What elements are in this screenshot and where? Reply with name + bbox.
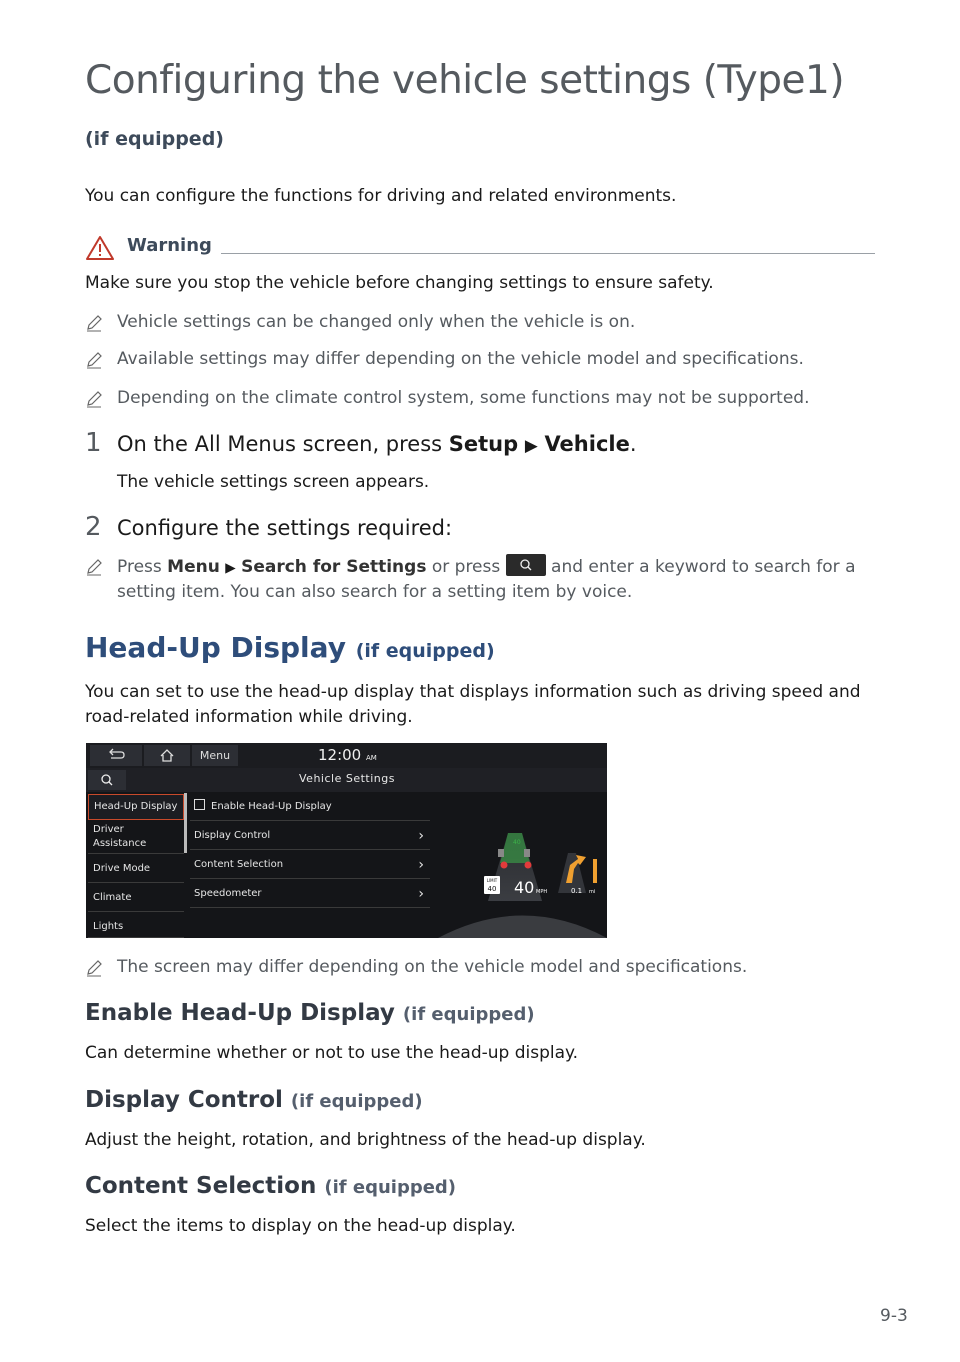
clock [318, 746, 377, 764]
note-text: Vehicle settings can be changed only when the vehicle is on. [117, 312, 636, 332]
step-number: 2 [85, 512, 102, 542]
warning-divider [221, 253, 875, 254]
note-item [85, 556, 875, 606]
content-selection-item[interactable] [190, 851, 430, 879]
screen-header-title: Vehicle Settings [299, 772, 395, 785]
pencil-note-icon [85, 314, 103, 332]
menu-label: Menu [167, 557, 220, 577]
display-control-item[interactable] [190, 822, 430, 850]
blind-spot-icon [501, 862, 508, 869]
section-title [85, 631, 495, 664]
vehicle-settings-screenshot [86, 743, 607, 938]
clock-time: 12:00 [318, 746, 362, 764]
hud-green-badge: 40 [513, 839, 521, 846]
note-part: or press [426, 557, 506, 577]
note-item [85, 312, 875, 334]
speed-limit-value: 40 [487, 885, 497, 893]
if-equipped-label: (if equipped) [402, 1004, 535, 1025]
hud-preview-image [438, 793, 607, 938]
section-title-text: Head-Up Display [85, 631, 346, 664]
page-title: Configuring the vehicle settings (Type1) [85, 58, 845, 103]
search-icon [88, 770, 126, 790]
subsection-title-text: Display Control [85, 1087, 283, 1113]
item-label: Speedometer [194, 888, 262, 899]
if-equipped-label: (if equipped) [324, 1177, 457, 1198]
item-label: Display Control [194, 830, 271, 841]
step-prefix: On the All Menus screen, press [117, 432, 449, 456]
section-desc: road-related information while driving. [85, 707, 413, 727]
section-desc: You can set to use the head-up display that displays information such as driving speed and [85, 682, 861, 702]
step-suffix: . [629, 432, 637, 456]
blind-spot-icon [525, 862, 532, 869]
speed-limit-top: LIMIT [486, 878, 498, 883]
subsection-title-text: Content Selection [85, 1173, 317, 1199]
subsection-desc: Adjust the height, rotation, and brightness of the head-up display. [85, 1130, 646, 1150]
dashboard-shape [438, 916, 607, 939]
item-label: Enable Head-Up Display [211, 801, 332, 812]
if-equipped-label: (if equipped) [355, 640, 495, 662]
lane-highlight [500, 833, 530, 863]
home-button[interactable] [144, 745, 190, 766]
step-text: Configure the settings required: [117, 516, 453, 540]
pencil-note-icon [85, 351, 103, 369]
settings-search-button[interactable] [88, 770, 126, 790]
clock-ampm: AM [366, 754, 377, 762]
search-settings-label: Search for Settings [241, 557, 427, 577]
sidebar-item-climate[interactable]: Climate [88, 884, 184, 912]
sidebar-item-drive-mode[interactable]: Drive Mode [88, 855, 184, 883]
enable-hud-checkbox-row[interactable] [190, 793, 430, 821]
back-icon [90, 745, 142, 766]
chevron-right-icon: › [418, 886, 424, 902]
step-text [117, 432, 637, 456]
distance-bar [593, 859, 597, 883]
arrow-right-icon: ▶ [524, 435, 538, 455]
chevron-right-icon: › [418, 828, 424, 844]
home-icon [144, 745, 190, 766]
sidebar-item-label: Assistance [93, 838, 147, 849]
warning-icon [85, 235, 115, 261]
note-part: Press [117, 557, 168, 577]
vehicle-label: Vehicle [544, 432, 630, 456]
menu-button[interactable]: Menu [192, 745, 238, 766]
sidebar-scrollbar[interactable] [184, 793, 187, 853]
subsection-desc: Can determine whether or not to use the head-up display. [85, 1043, 579, 1063]
step-1 [85, 428, 875, 462]
sidebar-item-lights[interactable]: Lights [88, 913, 184, 938]
sidebar-item-driver-assistance[interactable] [88, 821, 184, 854]
search-icon [506, 554, 546, 576]
back-button[interactable] [90, 745, 142, 766]
intro-text: You can configure the functions for driving and related environments. [85, 186, 677, 206]
warning-header [85, 235, 875, 261]
hud-speed: 40 [514, 878, 535, 897]
note-item [85, 957, 875, 979]
subsection-title [85, 1173, 456, 1199]
sidebar-item-head-up-display[interactable]: Head-Up Display [88, 794, 184, 820]
if-equipped-label: (if equipped) [290, 1091, 423, 1112]
subsection-desc: Select the items to display on the head-up display. [85, 1216, 516, 1236]
subsection-title-text: Enable Head-Up Display [85, 1000, 395, 1026]
car-icon [524, 849, 530, 857]
arrow-right-icon: ▶ [225, 560, 236, 576]
step-2 [85, 512, 875, 546]
search-button-image [506, 554, 546, 576]
car-icon [498, 849, 504, 857]
note-part: and enter a keyword to search for a [551, 557, 856, 577]
note-item [85, 388, 875, 410]
note-text: Depending on the climate control system, some functions may not be supported. [117, 388, 810, 408]
pencil-note-icon [85, 558, 103, 576]
speedometer-item[interactable] [190, 880, 430, 908]
nav-distance-unit: mi [589, 889, 596, 895]
page-subtitle: (if equipped) [85, 128, 224, 150]
checkbox-icon[interactable] [194, 799, 205, 810]
subsection-title [85, 1000, 535, 1026]
note-text: The screen may differ depending on the vehicle model and specifications. [117, 957, 748, 977]
note-text [117, 556, 856, 578]
warning-text: Make sure you stop the vehicle before changing settings to ensure safety. [85, 273, 714, 293]
pencil-note-icon [85, 390, 103, 408]
item-label: Content Selection [194, 859, 284, 870]
warning-label: Warning [127, 235, 212, 256]
sidebar-item-label: Driver [93, 824, 124, 835]
note-item [85, 349, 875, 371]
step-1-sub: The vehicle settings screen appears. [117, 472, 430, 492]
pencil-note-icon [85, 959, 103, 977]
note-text: Available settings may differ depending on the vehicle model and specifications. [117, 349, 804, 369]
hud-speed-unit: MPH [536, 889, 548, 895]
chevron-right-icon: › [418, 857, 424, 873]
subsection-title [85, 1087, 423, 1113]
page-number: 9-3 [880, 1306, 908, 1326]
step-number: 1 [85, 428, 102, 458]
setup-label: Setup [448, 432, 519, 456]
note-text: setting item. You can also search for a setting item by voice. [117, 582, 633, 602]
nav-distance: 0.1 [571, 887, 583, 895]
